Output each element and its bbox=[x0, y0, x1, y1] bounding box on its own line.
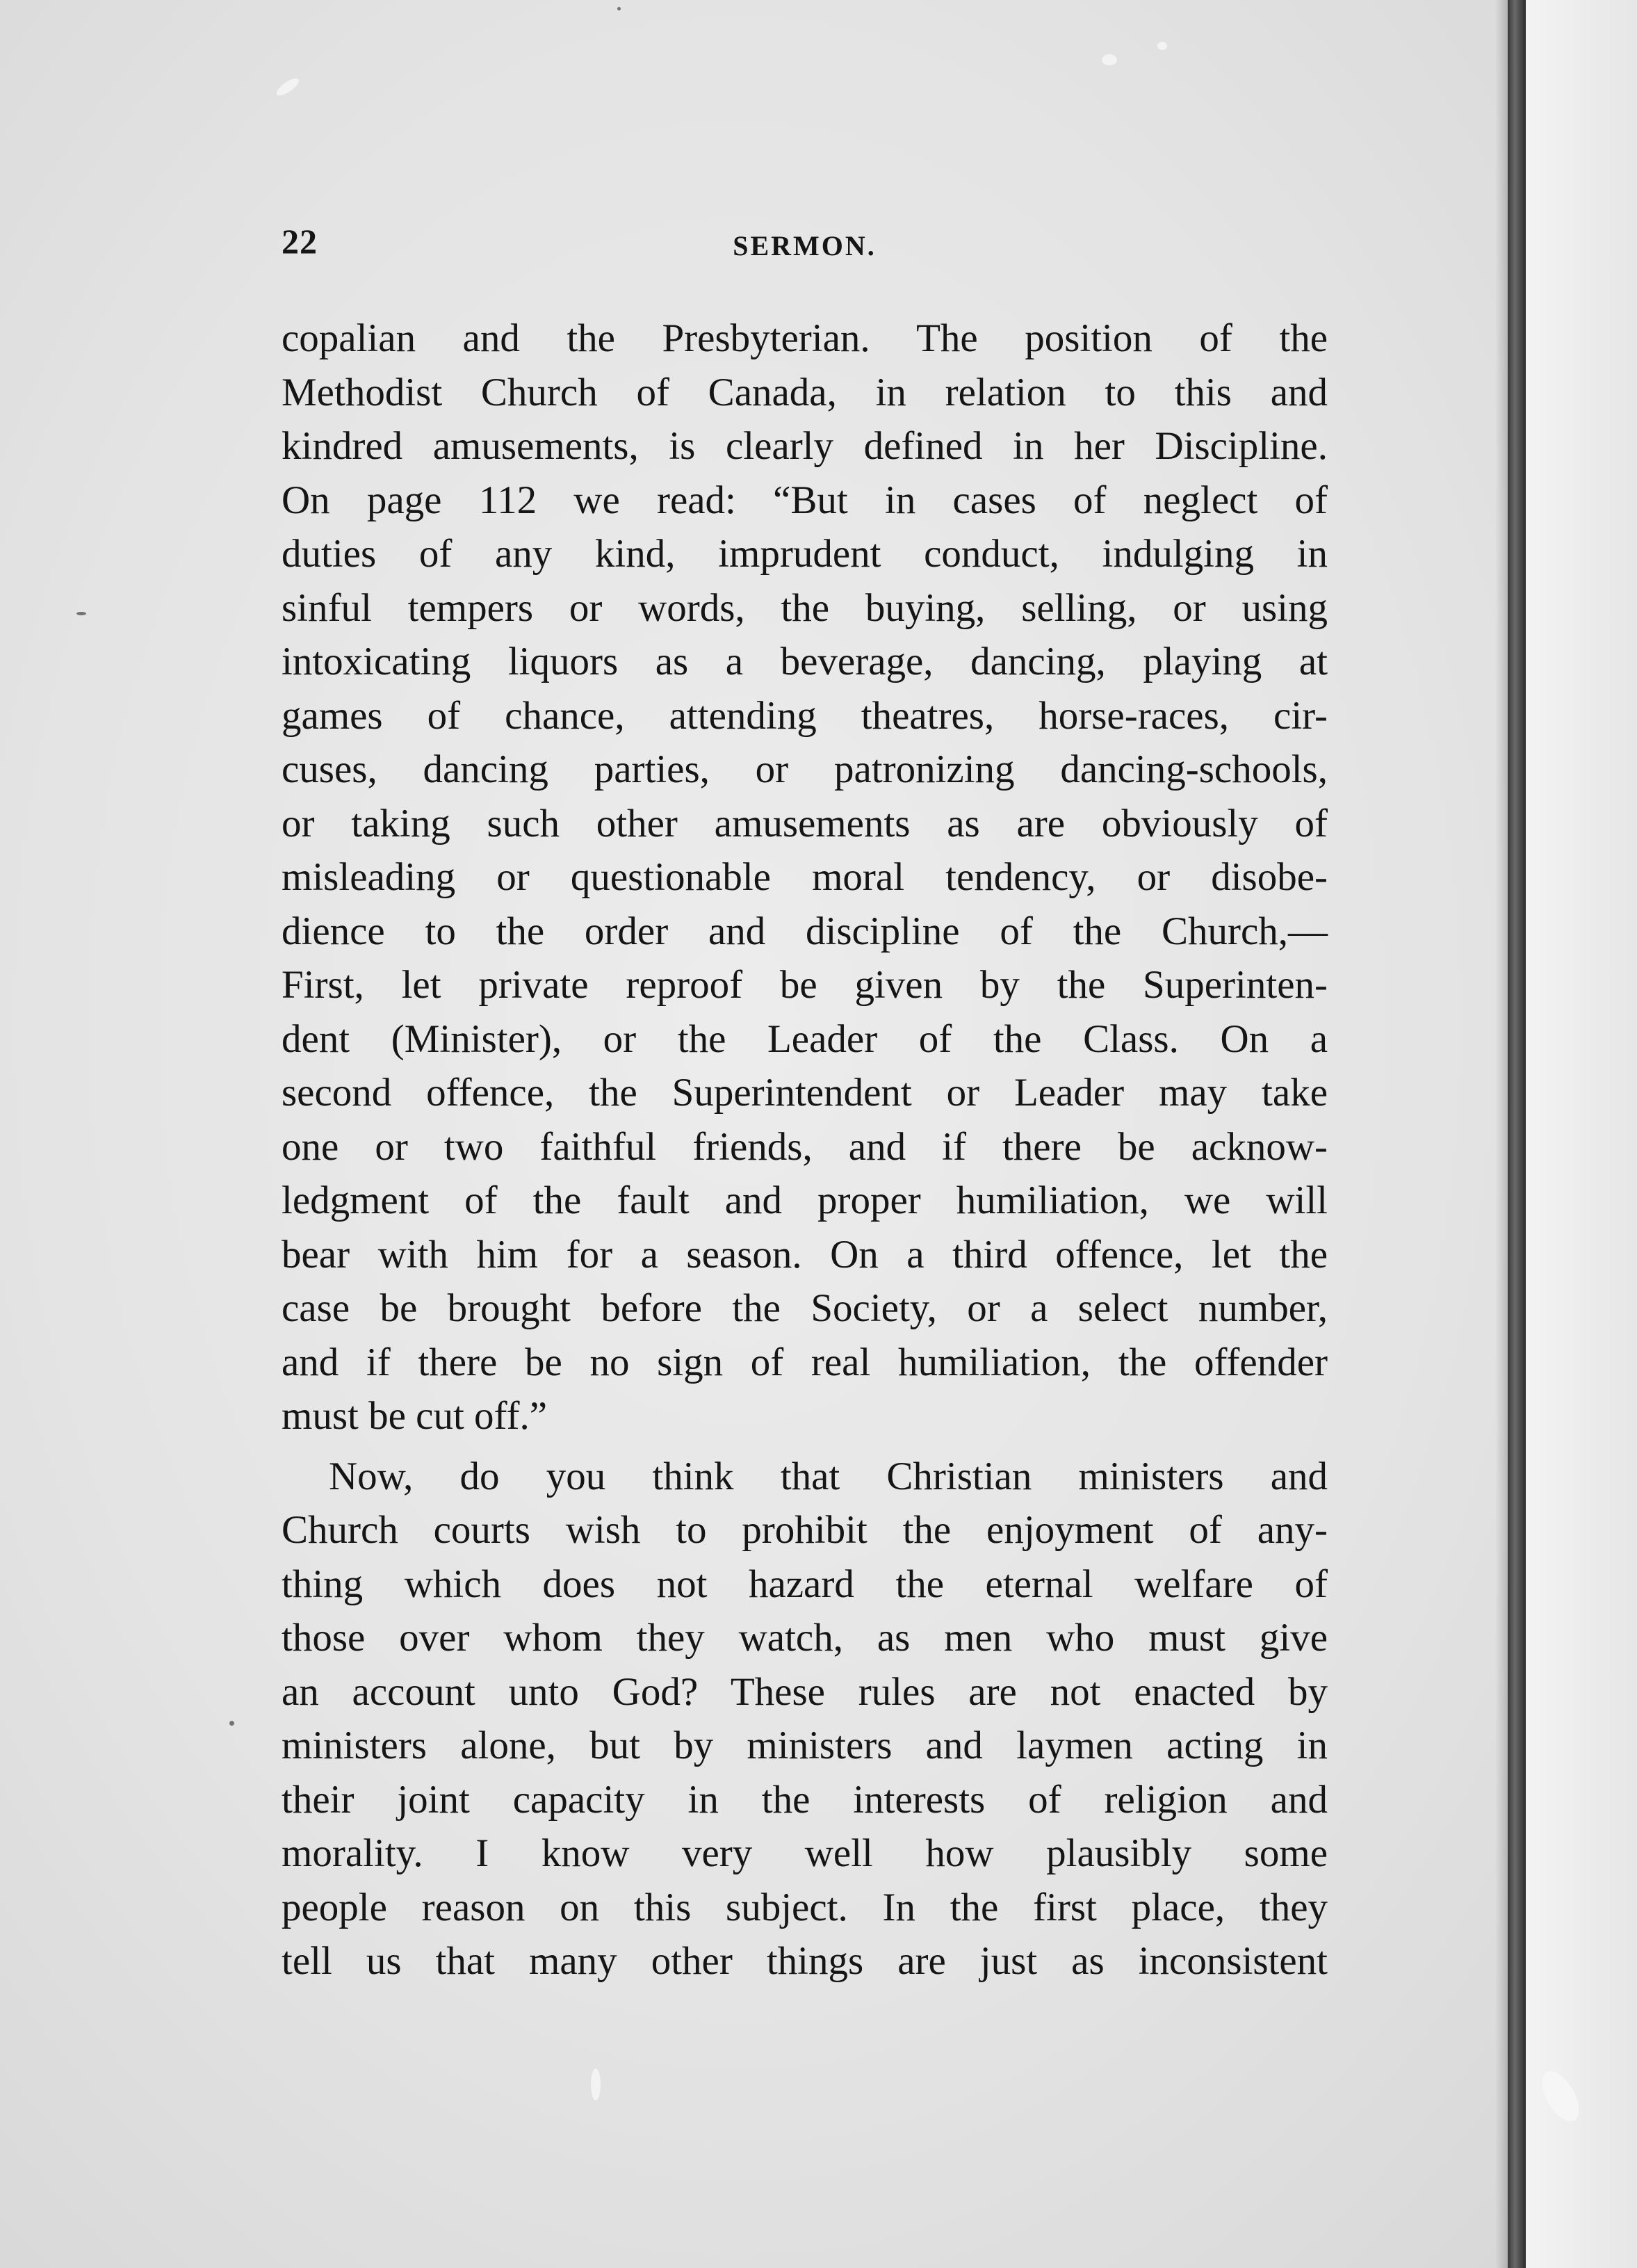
text-line: tell us that many other things are just as inconsistent bbox=[282, 1939, 1328, 1983]
text-line: sinful tempers or words, the buying, selling, or using bbox=[282, 585, 1328, 630]
paragraph bbox=[282, 1450, 1328, 1988]
text-line: kindred amusements, is clearly defined in her Discipline. bbox=[282, 424, 1328, 468]
scan-speck bbox=[591, 2068, 601, 2100]
text-line: bear with him for a season. On a third offence, let the bbox=[282, 1232, 1328, 1277]
text-line: must be cut off.” bbox=[282, 1394, 548, 1438]
text-line: and if there be no sign of real humiliation, the offender bbox=[282, 1340, 1328, 1384]
scan-speck bbox=[229, 1721, 234, 1726]
paragraph-gap bbox=[282, 1443, 1328, 1450]
text-line: Now, do you think that Christian ministers and bbox=[329, 1454, 1328, 1498]
text-line: people reason on this subject. In the first place, they bbox=[282, 1885, 1328, 1929]
running-title: SERMON. bbox=[733, 230, 877, 261]
text-line: duties of any kind, imprudent conduct, indulging in bbox=[282, 532, 1328, 576]
text-line: dience to the order and discipline of the Church,— bbox=[282, 909, 1328, 953]
text-line: second offence, the Superintendent or Leader may take bbox=[282, 1071, 1328, 1115]
scan-speck bbox=[1102, 54, 1117, 65]
text-line: cuses, dancing parties, or patronizing dancing-schools, bbox=[282, 747, 1328, 791]
scan-speck bbox=[76, 612, 86, 615]
text-line: morality. I know very well how plausibly some bbox=[282, 1831, 1328, 1875]
paragraph bbox=[282, 311, 1328, 1443]
text-line: intoxicating liquors as a beverage, dancing, playing at bbox=[282, 640, 1328, 683]
running-head bbox=[282, 221, 1328, 277]
text-line: copalian and the Presbyterian. The position of the bbox=[282, 316, 1328, 360]
facing-page-margin bbox=[1526, 0, 1637, 2268]
text-line: dent (Minister), or the Leader of the Class. On a bbox=[282, 1016, 1328, 1061]
text-line: ledgment of the fault and proper humiliation, we will bbox=[282, 1178, 1328, 1222]
scan-speck bbox=[617, 7, 621, 10]
text-line: games of chance, attending theatres, horse-races, cir- bbox=[282, 693, 1328, 738]
text-line: case be brought before the Society, or a select number, bbox=[282, 1286, 1328, 1330]
text-line: Church courts wish to prohibit the enjoyment of any- bbox=[282, 1508, 1328, 1552]
text-line: ministers alone, but by ministers and laymen acting in bbox=[282, 1724, 1328, 1767]
text-line: misleading or questionable moral tendency, or disobe- bbox=[282, 855, 1328, 899]
body-text bbox=[282, 311, 1328, 1988]
text-line: or taking such other amusements as are obviously of bbox=[282, 801, 1328, 845]
text-line: an account unto God? These rules are not enacted by bbox=[282, 1669, 1328, 1714]
book-binding-edge bbox=[1508, 0, 1526, 2268]
text-line: their joint capacity in the interests of religion and bbox=[282, 1777, 1328, 1822]
text-line: Methodist Church of Canada, in relation to this and bbox=[282, 370, 1328, 414]
text-line: those over whom they watch, as men who must give bbox=[282, 1616, 1328, 1660]
binding-shadow bbox=[1495, 0, 1508, 2268]
text-line: thing which does not hazard the eternal welfare of bbox=[282, 1562, 1328, 1606]
text-line: First, let private reproof be given by the Superinten- bbox=[282, 963, 1328, 1007]
page-number: 22 bbox=[282, 222, 318, 261]
text-line: one or two faithful friends, and if there be acknow- bbox=[282, 1124, 1328, 1169]
text-line: On page 112 we read: “But in cases of neglect of bbox=[282, 478, 1328, 522]
scan-speck bbox=[1157, 42, 1167, 50]
